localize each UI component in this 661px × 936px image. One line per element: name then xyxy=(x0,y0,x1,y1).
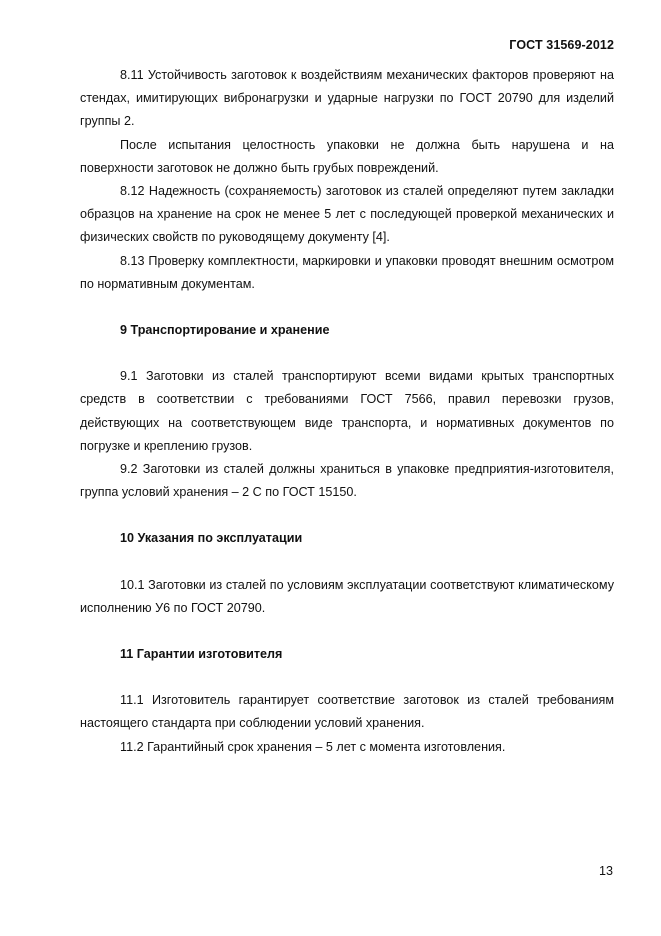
section-10-title: 10 Указания по эксплуатации xyxy=(120,531,303,546)
paragraph-9-2: 9.2 Заготовки из сталей должны храниться в упаковке предприятия-изготовителя, группа условий хранения – 2 С по ГОСТ 15150. xyxy=(80,462,614,500)
paragraph-8-11-continued: После испытания целостность упаковки не должна быть нарушена и на поверхности заготовок не должно быть грубых повреждений. xyxy=(80,137,614,175)
paragraph-8-12: 8.12 Надежность (сохраняемость) заготовок из сталей определяют путем закладки образцов на хранение на срок не менее 5 лет с последующей проверкой механических и физических свойств по руководящему документу [4]. xyxy=(80,184,614,245)
section-9-title: 9 Транспортирование и хранение xyxy=(120,323,330,338)
document-body xyxy=(80,64,614,759)
paragraph-8-13: 8.13 Проверку комплектности, маркировки и упаковки проводят внешним осмотром по нормативным документам. xyxy=(80,253,614,291)
paragraph-10-1: 10.1 Заготовки из сталей по условиям эксплуатации соответствуют климатическому исполнению У6 по ГОСТ 20790. xyxy=(80,577,614,615)
paragraph-9-1: 9.1 Заготовки из сталей транспортируют всеми видами крытых транспортных средств в соответствии с требованиями ГОСТ 7566, правил перевозки грузов, действующих на соответствующем виде транспорта, и нормативных документов по погрузке и креплению грузов. xyxy=(80,369,614,453)
document-header: ГОСТ 31569-2012 xyxy=(509,38,614,52)
paragraph-11-1: 11.1 Изготовитель гарантирует соответствие заготовок из сталей требованиям настоящего стандарта при соблюдении условий хранения. xyxy=(80,693,614,731)
paragraph-11-2: 11.2 Гарантийный срок хранения – 5 лет с момента изготовления. xyxy=(120,739,506,754)
section-11-title: 11 Гарантии изготовителя xyxy=(120,647,283,662)
paragraph-8-11: 8.11 Устойчивость заготовок к воздействиям механических факторов проверяют на стендах, имитирующих вибронагрузки и ударные нагрузки по ГОСТ 20790 для изделий группы 2. xyxy=(80,68,614,129)
page-number: 13 xyxy=(598,864,613,878)
